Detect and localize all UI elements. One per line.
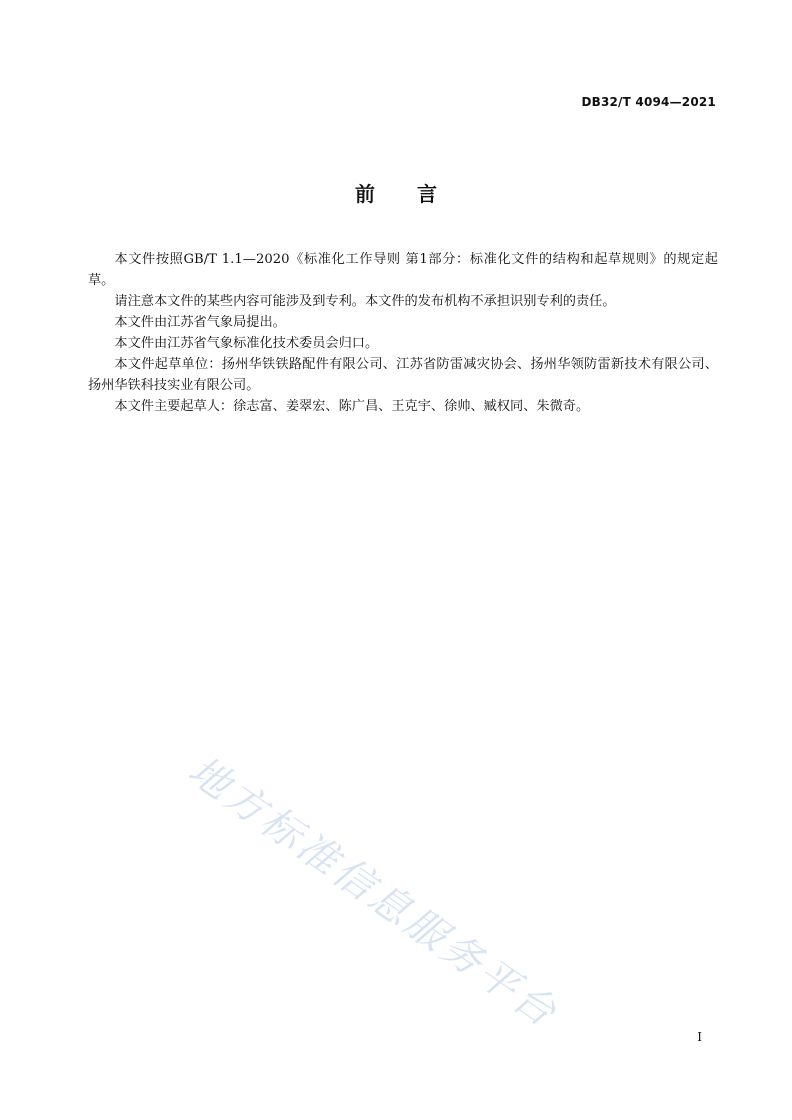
page-title: 前言	[355, 182, 479, 206]
document-code: DB32/T 4094—2021	[581, 95, 716, 109]
paragraph: 本文件按照GB/T 1.1—2020《标准化工作导则 第1部分：标准化文件的结构和起草规则》的规定起草。	[88, 252, 718, 288]
paragraph: 本文件起草单位：扬州华铁铁路配件有限公司、江苏省防雷减灾协会、扬州华领防雷新技术有限公司、扬州华铁科技实业有限公司。	[88, 357, 718, 393]
paragraph: 本文件由江苏省气象标准化技术委员会归口。	[114, 336, 379, 351]
paragraph: 本文件主要起草人：徐志富、姜翠宏、陈广昌、王克宇、徐帅、臧权同、朱微奇。	[114, 399, 590, 414]
watermark: 地方标准信息服务平台	[179, 747, 567, 1038]
paragraph: 本文件由江苏省气象局提出。	[114, 315, 286, 330]
foreword-body	[88, 249, 718, 417]
paragraph: 请注意本文件的某些内容可能涉及到专利。本文件的发布机构不承担识别专利的责任。	[114, 294, 616, 309]
page-number: I	[697, 1030, 702, 1044]
